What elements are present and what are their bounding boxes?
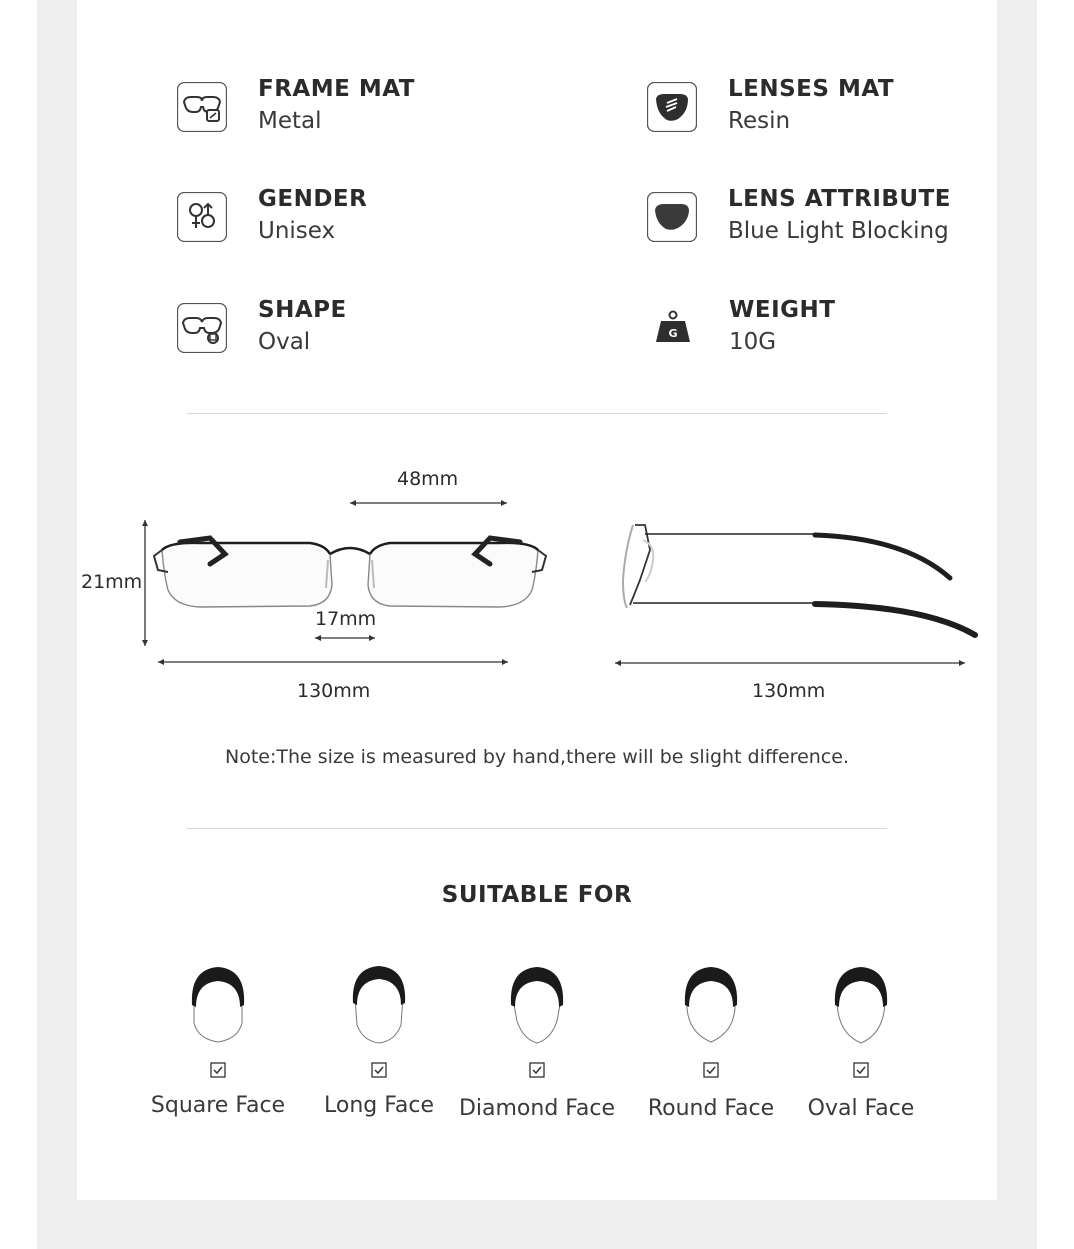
checkbox-icon (853, 1062, 869, 1078)
spec-value: Metal (258, 108, 322, 134)
bottom-band (37, 1200, 1037, 1249)
temple-length-label: 130mm (752, 680, 826, 702)
spec-value: Resin (728, 108, 791, 134)
divider-bottom (187, 828, 887, 829)
left-side-band (37, 0, 77, 1249)
long-face-icon (349, 965, 409, 1045)
spec-label: GENDER (258, 186, 368, 212)
round-face-icon (681, 965, 741, 1045)
diamond-face-icon (507, 965, 567, 1045)
face-label: Long Face (324, 1093, 434, 1118)
face-label: Round Face (647, 1096, 775, 1121)
suitable-for-title: SUITABLE FOR (441, 882, 633, 908)
spec-label: WEIGHT (729, 297, 836, 323)
side-view-diagram (605, 510, 995, 675)
lens-attribute-icon (647, 192, 697, 242)
spec-label: SHAPE (258, 297, 347, 323)
lens-material-icon (647, 82, 697, 132)
checkbox-icon (703, 1062, 719, 1078)
weight-icon (647, 303, 697, 353)
spec-value: 10G (729, 329, 777, 355)
checkbox-icon (371, 1062, 387, 1078)
oval-face-icon (831, 965, 891, 1045)
measurement-note: Note:The size is measured by hand,there will be slight difference. (225, 746, 849, 768)
spec-label: LENS ATTRIBUTE (728, 186, 951, 212)
face-label: Diamond Face (458, 1096, 616, 1121)
lens-height-label: 21mm (81, 571, 143, 593)
checkbox-icon (529, 1062, 545, 1078)
lens-width-label: 48mm (397, 468, 459, 490)
spec-label: LENSES MAT (728, 76, 895, 102)
face-label: Square Face (150, 1093, 286, 1118)
front-view-diagram (140, 490, 560, 680)
square-face-icon (188, 965, 248, 1045)
weight-icon-letter: G (668, 327, 678, 340)
front-width-label: 130mm (297, 680, 371, 702)
face-label: Oval Face (807, 1096, 915, 1121)
divider-top (187, 413, 887, 414)
shape-icon (177, 303, 227, 353)
right-side-band (997, 0, 1037, 1249)
spec-value: Unisex (258, 218, 336, 244)
gender-icon (177, 192, 227, 242)
spec-value: Oval (258, 329, 311, 355)
checkbox-icon (210, 1062, 226, 1078)
spec-label: FRAME MAT (258, 76, 415, 102)
spec-value: Blue Light Blocking (728, 218, 949, 244)
bridge-width-label: 17mm (315, 608, 377, 630)
frame-material-icon (177, 82, 227, 132)
